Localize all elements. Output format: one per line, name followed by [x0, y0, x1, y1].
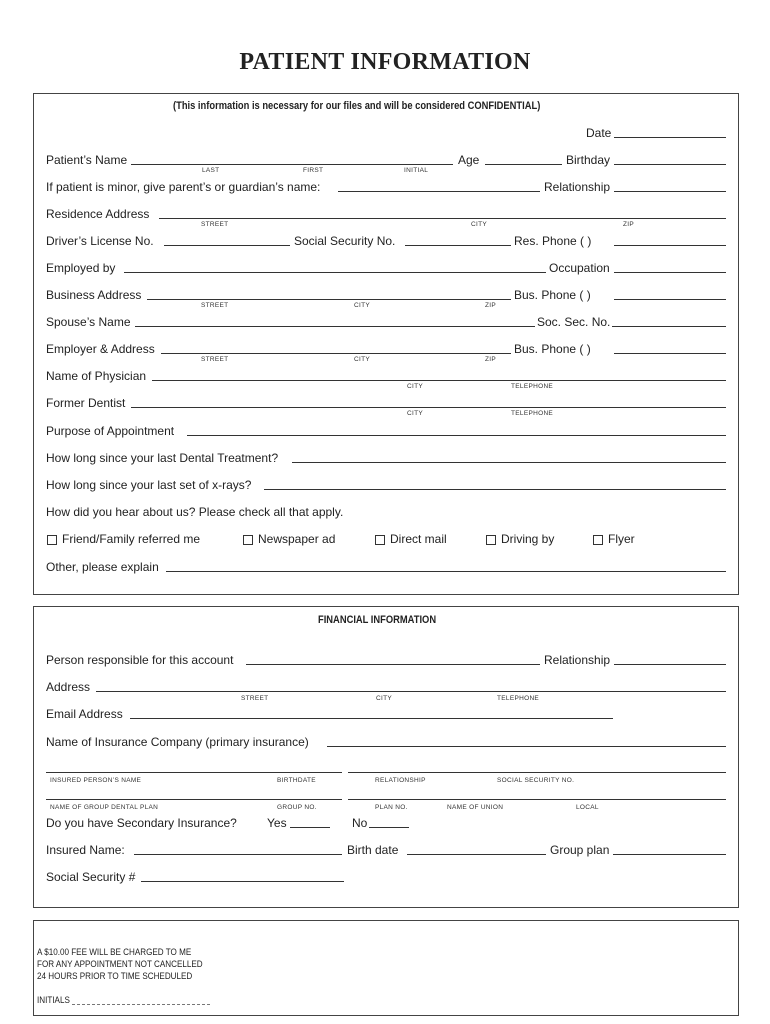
referral-checkbox-direct-mail[interactable] — [375, 535, 385, 545]
purpose-label: Purpose of Appointment — [46, 424, 175, 438]
secondary-no-label: No — [352, 816, 368, 830]
residence-label: Residence Address — [46, 207, 150, 221]
business-address-label: Business Address — [46, 288, 142, 302]
group-plan-input[interactable] — [613, 854, 726, 855]
res-phone-label: Res. Phone ( ) — [514, 234, 592, 248]
date-label: Date — [586, 126, 612, 140]
insurance-label: Name of Insurance Company (primary insurance) — [46, 735, 309, 749]
ssn-label: Social Security No. — [294, 234, 396, 248]
insured-col-name: INSURED PERSON’S NAME — [50, 777, 142, 784]
insured-col-relationship: RELATIONSHIP — [375, 777, 426, 784]
hear-label: How did you hear about us? Please check all that apply. — [46, 505, 344, 519]
fin-sub-city: CITY — [376, 695, 393, 702]
fee-line-1: A $10.00 FEE WILL BE CHARGED TO ME — [37, 947, 192, 957]
insured-col-ssn: SOCIAL SECURITY NO. — [497, 777, 575, 784]
insurance-field[interactable] — [327, 746, 726, 747]
insured-relationship-field[interactable] — [348, 772, 726, 773]
plan-col-group-no: GROUP NO. — [277, 804, 317, 811]
financial-header: FINANCIAL INFORMATION — [318, 614, 437, 626]
email-label: Email Address — [46, 707, 123, 721]
bus-phone-label-2: Bus. Phone ( ) — [514, 342, 591, 356]
employer-address-field[interactable] — [161, 353, 511, 354]
former-dentist-label: Former Dentist — [46, 396, 126, 410]
relationship-label: Relationship — [544, 180, 611, 194]
sub-telephone: TELEPHONE — [511, 410, 554, 417]
spouse-label: Spouse’s Name — [46, 315, 131, 329]
license-field[interactable] — [164, 245, 290, 246]
secondary-no-field[interactable] — [369, 827, 409, 828]
bus-phone-field[interactable] — [614, 299, 726, 300]
fin-relationship-field[interactable] — [614, 664, 726, 665]
group-plan-label: Group plan — [550, 843, 610, 857]
insured-person-field[interactable] — [46, 772, 342, 773]
other-label: Other, please explain — [46, 560, 159, 574]
referral-checkbox-flyer[interactable] — [593, 535, 603, 545]
purpose-field[interactable] — [187, 435, 726, 436]
sub-street: STREET — [201, 356, 229, 363]
sub-city: CITY — [471, 221, 488, 228]
plan-col-name: NAME OF GROUP DENTAL PLAN — [50, 804, 159, 811]
sub-zip: ZIP — [485, 302, 497, 309]
employed-by-label: Employed by — [46, 261, 116, 275]
res-phone-field[interactable] — [614, 245, 726, 246]
other-field[interactable] — [166, 571, 726, 572]
age-label: Age — [458, 153, 480, 167]
confidential-note: (This information is necessary for our files and will be considered CONFIDENTIAL) — [173, 100, 541, 112]
patient-name-field[interactable] — [131, 164, 453, 165]
union-field[interactable] — [348, 799, 726, 800]
birth-date-field[interactable] — [407, 854, 546, 855]
business-address-field[interactable] — [147, 299, 511, 300]
insured-name-label: Insured Name: — [46, 843, 125, 857]
relationship-field[interactable] — [614, 191, 726, 192]
last-xrays-label: How long since your last set of x-rays? — [46, 478, 252, 492]
bus-phone-field-2[interactable] — [614, 353, 726, 354]
last-treatment-field[interactable] — [292, 462, 726, 463]
responsible-field[interactable] — [246, 664, 540, 665]
residence-field[interactable] — [159, 218, 726, 219]
minor-label: If patient is minor, give parent’s or guardian’s name: — [46, 180, 321, 194]
plan-col-union: NAME OF UNION — [447, 804, 504, 811]
sub-city: CITY — [354, 302, 371, 309]
physician-label: Name of Physician — [46, 369, 147, 383]
sub-last: LAST — [202, 167, 220, 174]
initials-field[interactable] — [72, 1004, 210, 1005]
sub-zip: ZIP — [485, 356, 497, 363]
physician-field[interactable] — [152, 380, 726, 381]
social-security-field[interactable] — [141, 881, 344, 882]
initials-label: INITIALS — [37, 995, 70, 1005]
soc-sec-label: Soc. Sec. No. — [537, 315, 611, 329]
soc-sec-field[interactable] — [612, 326, 726, 327]
insured-name-field[interactable] — [134, 854, 342, 855]
email-field[interactable] — [130, 718, 613, 719]
patient-name-label: Patient’s Name — [46, 153, 128, 167]
sub-street: STREET — [201, 302, 229, 309]
former-dentist-field[interactable] — [131, 407, 726, 408]
last-xrays-field[interactable] — [264, 489, 726, 490]
referral-label-newspaper: Newspaper ad — [258, 532, 336, 546]
referral-label-friend: Friend/Family referred me — [62, 532, 201, 546]
spouse-field[interactable] — [135, 326, 535, 327]
sub-street: STREET — [201, 221, 229, 228]
insured-col-birthdate: BIRTHDATE — [277, 777, 316, 784]
sub-initial: INITIAL — [404, 167, 429, 174]
sub-city: CITY — [354, 356, 371, 363]
group-plan-field[interactable] — [46, 799, 342, 800]
ssn-field[interactable] — [405, 245, 511, 246]
license-label: Driver’s License No. — [46, 234, 154, 248]
fin-address-label: Address — [46, 680, 91, 694]
sub-zip: ZIP — [623, 221, 635, 228]
sub-telephone: TELEPHONE — [511, 383, 554, 390]
sub-city: CITY — [407, 410, 424, 417]
plan-col-local: LOCAL — [576, 804, 599, 811]
birthday-label: Birthday — [566, 153, 611, 167]
date-field[interactable] — [614, 137, 726, 138]
fin-relationship-label: Relationship — [544, 653, 611, 667]
employer-address-label: Employer & Address — [46, 342, 155, 356]
financial-info-section — [33, 606, 739, 908]
occupation-field[interactable] — [614, 272, 726, 273]
social-security-label: Social Security # — [46, 870, 136, 884]
sub-city: CITY — [407, 383, 424, 390]
sub-first: FIRST — [303, 167, 324, 174]
fee-line-3: 24 HOURS PRIOR TO TIME SCHEDULED — [37, 971, 193, 981]
referral-label-flyer: Flyer — [608, 532, 635, 546]
responsible-label: Person responsible for this account — [46, 653, 234, 667]
bus-phone-label: Bus. Phone ( ) — [514, 288, 591, 302]
plan-col-plan-no: PLAN NO. — [375, 804, 408, 811]
referral-checkbox-driving-by[interactable] — [486, 535, 496, 545]
referral-checkbox-friend[interactable] — [47, 535, 57, 545]
fee-line-2: FOR ANY APPOINTMENT NOT CANCELLED — [37, 959, 203, 969]
fin-sub-street: STREET — [241, 695, 269, 702]
secondary-yes-field[interactable] — [290, 827, 330, 828]
occupation-label: Occupation — [549, 261, 610, 275]
age-field[interactable] — [485, 164, 562, 165]
page-title: PATIENT INFORMATION — [239, 49, 531, 75]
fin-address-field[interactable] — [96, 691, 726, 692]
birthday-field[interactable] — [614, 164, 726, 165]
guardian-name-field[interactable] — [338, 191, 540, 192]
referral-checkbox-newspaper[interactable] — [243, 535, 253, 545]
employed-by-field[interactable] — [124, 272, 546, 273]
referral-label-driving-by: Driving by — [501, 532, 555, 546]
last-treatment-label: How long since your last Dental Treatment? — [46, 451, 279, 465]
birth-date-label: Birth date — [347, 843, 399, 857]
referral-label-direct-mail: Direct mail — [390, 532, 447, 546]
secondary-label: Do you have Secondary Insurance? — [46, 816, 237, 830]
secondary-yes-label: Yes — [267, 816, 287, 830]
fin-sub-telephone: TELEPHONE — [497, 695, 540, 702]
